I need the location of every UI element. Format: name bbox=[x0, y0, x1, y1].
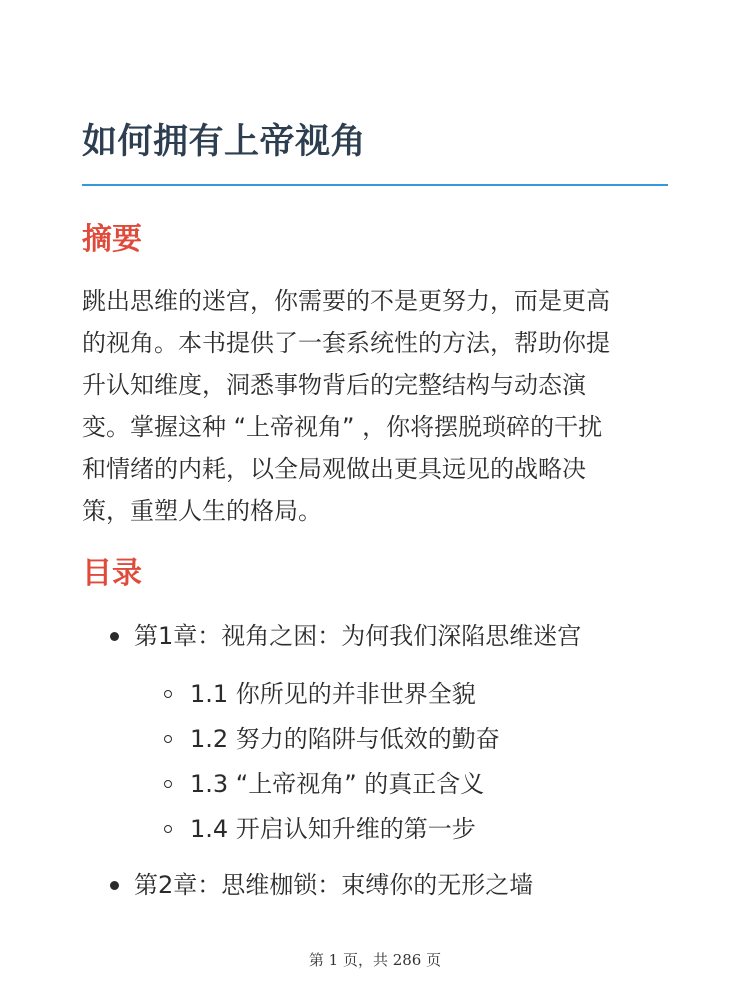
summary-line: 跳出思维的迷宫，你需要的不是更努力，而是更高 bbox=[82, 287, 610, 315]
summary-line: 升认知维度，洞悉事物背后的完整结构与动态演 bbox=[82, 371, 586, 399]
toc-section-1-1[interactable]: 1.1 你所见的并非世界全貌 bbox=[190, 680, 476, 708]
bullet-dot-icon bbox=[110, 632, 119, 641]
toc-chapter-1[interactable]: 第1章：视角之困：为何我们深陷思维迷宫 bbox=[134, 622, 582, 650]
summary-line: 变。掌握这种 “上帝视角” ，你将摆脱琐碎的干扰 bbox=[82, 413, 603, 441]
bullet-dot-icon bbox=[110, 881, 119, 890]
summary-line: 策，重塑人生的格局。 bbox=[82, 497, 322, 525]
toc-chapter-2[interactable]: 第2章：思维枷锁：束缚你的无形之墙 bbox=[134, 871, 534, 899]
summary-line: 和情绪的内耗，以全局观做出更具远见的战略决 bbox=[82, 455, 586, 483]
toc-section-1-2[interactable]: 1.2 努力的陷阱与低效的勤奋 bbox=[190, 725, 500, 753]
bullet-ring-icon bbox=[164, 735, 172, 743]
title-divider bbox=[82, 184, 668, 186]
toc-section-1-3[interactable]: 1.3 “上帝视角” 的真正含义 bbox=[190, 770, 485, 798]
toc-heading: 目录 bbox=[82, 556, 142, 591]
toc-section-1-4[interactable]: 1.4 开启认知升维的第一步 bbox=[190, 815, 476, 843]
summary-paragraph bbox=[82, 280, 672, 532]
summary-line: 的视角。本书提供了一套系统性的方法，帮助你提 bbox=[82, 329, 610, 357]
page-number-footer: 第 1 页，共 286 页 bbox=[308, 951, 442, 969]
bullet-ring-icon bbox=[164, 780, 172, 788]
bullet-ring-icon bbox=[164, 690, 172, 698]
bullet-ring-icon bbox=[164, 825, 172, 833]
document-title: 如何拥有上帝视角 bbox=[82, 122, 367, 162]
summary-heading: 摘要 bbox=[82, 222, 142, 257]
